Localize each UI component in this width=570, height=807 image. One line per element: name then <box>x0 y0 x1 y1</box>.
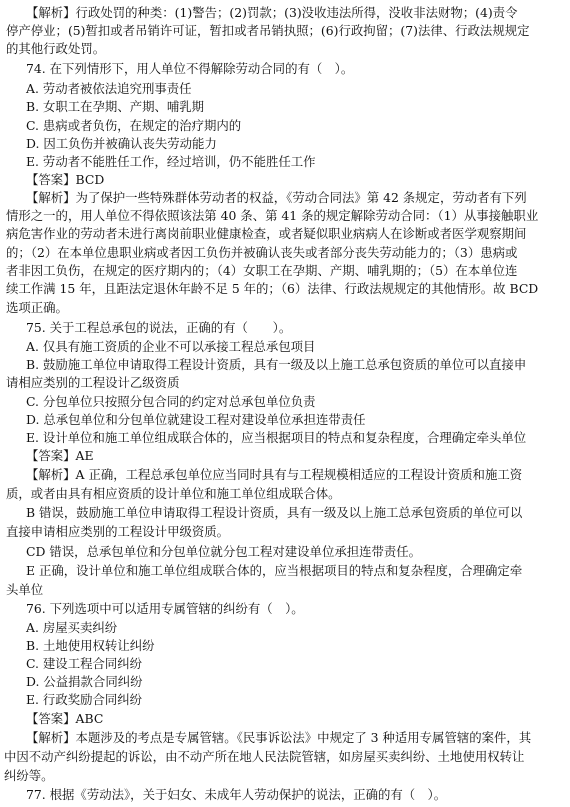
analysis-76-line-3: 纠纷等。 <box>4 768 54 783</box>
option-76-a: A. 房屋买卖纠纷 <box>26 620 118 635</box>
option-75-a: A. 仅具有施工资质的企业不可以承接工程总承包项目 <box>26 339 316 354</box>
analysis-75-line-4: 直接申请相应类别的工程设计甲级资质。 <box>6 524 230 539</box>
option-74-e: E. 劳动者不能胜任工作，经过培训，仍不能胜任工作 <box>26 154 316 169</box>
analysis-75-line-3: B 错误，鼓励施工单位申请取得工程设计资质，具有一级及以上施工总承包资质的单位可以 <box>26 505 523 520</box>
answer-75: 【答案】AE <box>26 448 94 463</box>
analysis-74-line-3: 病危害作业的劳动者未进行离岗前职业健康检查，或者疑似职业病病人在诊断或者医学观察期间 <box>6 226 527 241</box>
analysis-73-line-1: 【解析】行政处罚的种类：(1)警告；(2)罚款；(3)没收违法所得，没收非法财物；(4)责令 <box>26 5 518 20</box>
option-76-e: E. 行政奖励合同纠纷 <box>26 692 143 707</box>
analysis-74-line-7: 选项正确。 <box>6 300 68 315</box>
option-74-d: D. 因工负伤并被确认丧失劳动能力 <box>26 136 217 151</box>
answer-74: 【答案】BCD <box>26 172 105 187</box>
option-74-a: A. 劳动者被依法追究刑事责任 <box>26 81 192 96</box>
question-77: 77. 根据《劳动法》，关于妇女、未成年人劳动保护的说法，正确的有（ ）。 <box>26 787 447 802</box>
analysis-74-line-6: 续工作满 15 年，且距法定退休年龄不足 5 年的；（6）法律、行政法规规定的其他情形。故 BCD <box>6 281 539 296</box>
analysis-75-line-2: 质，或者由具有相应资质的设计单位和施工单位组成联合体。 <box>6 486 341 501</box>
analysis-74-line-4: 的；（2）在本单位患职业病或者因工负伤并被确认丧失或者部分丧失劳动能力的；（3）患病或 <box>6 245 518 260</box>
analysis-75-line-6: E 正确，设计单位和施工单位组成联合体的，应当根据项目的特点和复杂程度，合理确定牵 <box>26 563 523 578</box>
analysis-76-line-2: 中因不动产纠纷提起的诉讼，由不动产所在地人民法院管辖，如房屋买卖纠纷、土地使用权转让 <box>4 749 525 764</box>
option-76-c: C. 建设工程合同纠纷 <box>26 656 143 671</box>
question-74: 74. 在下列情形下，用人单位不得解除劳动合同的有（ ）。 <box>26 61 354 76</box>
question-76: 76. 下列选项中可以适用专属管辖的纠纷有（ ）。 <box>26 601 304 616</box>
option-75-d: D. 总承包单位和分包单位就建设工程对建设单位承担连带责任 <box>26 412 366 427</box>
option-75-b-line-2: 请相应类别的工程设计乙级资质 <box>6 375 180 390</box>
analysis-74-line-1: 【解析】为了保护一些特殊群体劳动者的权益，《劳动合同法》第 42 条规定，劳动者有下列 <box>26 190 527 205</box>
question-75: 75. 关于工程总承包的说法，正确的有（ ）。 <box>26 320 292 335</box>
option-75-c: C. 分包单位只按照分包合同的约定对总承包单位负责 <box>26 394 316 409</box>
analysis-75-line-1: 【解析】A 正确，工程总承包单位应当同时具有与工程规模相适应的工程设计资质和施工资 <box>26 467 523 482</box>
option-75-b-line-1: B. 鼓励施工单位申请取得工程设计资质，具有一级及以上施工总承包资质的单位可以直接申 <box>26 357 527 372</box>
analysis-74-line-2: 情形之一的，用人单位不得依照该法第 40 条、第 41 条的规定解除劳动合同：（1）从事接触职业 <box>6 208 539 223</box>
option-74-c: C. 患病或者负伤，在规定的治疗期内的 <box>26 118 242 133</box>
option-76-b: B. 土地使用权转让纠纷 <box>26 638 155 653</box>
analysis-75-line-5: CD 错误，总承包单位和分包单位就分包工程对建设单位承担连带责任。 <box>26 544 422 559</box>
option-76-d: D. 公益捐款合同纠纷 <box>26 674 143 689</box>
option-74-b: B. 女职工在孕期、产期、哺乳期 <box>26 99 205 114</box>
analysis-75-line-7: 头单位 <box>6 582 44 597</box>
option-75-e: E. 设计单位和施工单位组成联合体的，应当根据项目的特点和复杂程度，合理确定牵头单位 <box>26 430 527 445</box>
answer-76: 【答案】ABC <box>26 711 104 726</box>
analysis-73-line-3: 的其他行政处罚。 <box>6 41 106 56</box>
analysis-74-line-5: 者非因工负伤，在规定的医疗期内的；（4）女职工在孕期、产期、哺乳期的；（5）在本单位连 <box>6 263 518 278</box>
analysis-73-line-2: 停产停业；(5)暂扣或者吊销许可证，暂扣或者吊销执照；(6)行政拘留；(7)法律、行政法规规定 <box>6 23 530 38</box>
analysis-76-line-1: 【解析】本题涉及的考点是专属管辖。《民事诉讼法》中规定了 3 种适用专属管辖的案件，其 <box>26 730 532 745</box>
